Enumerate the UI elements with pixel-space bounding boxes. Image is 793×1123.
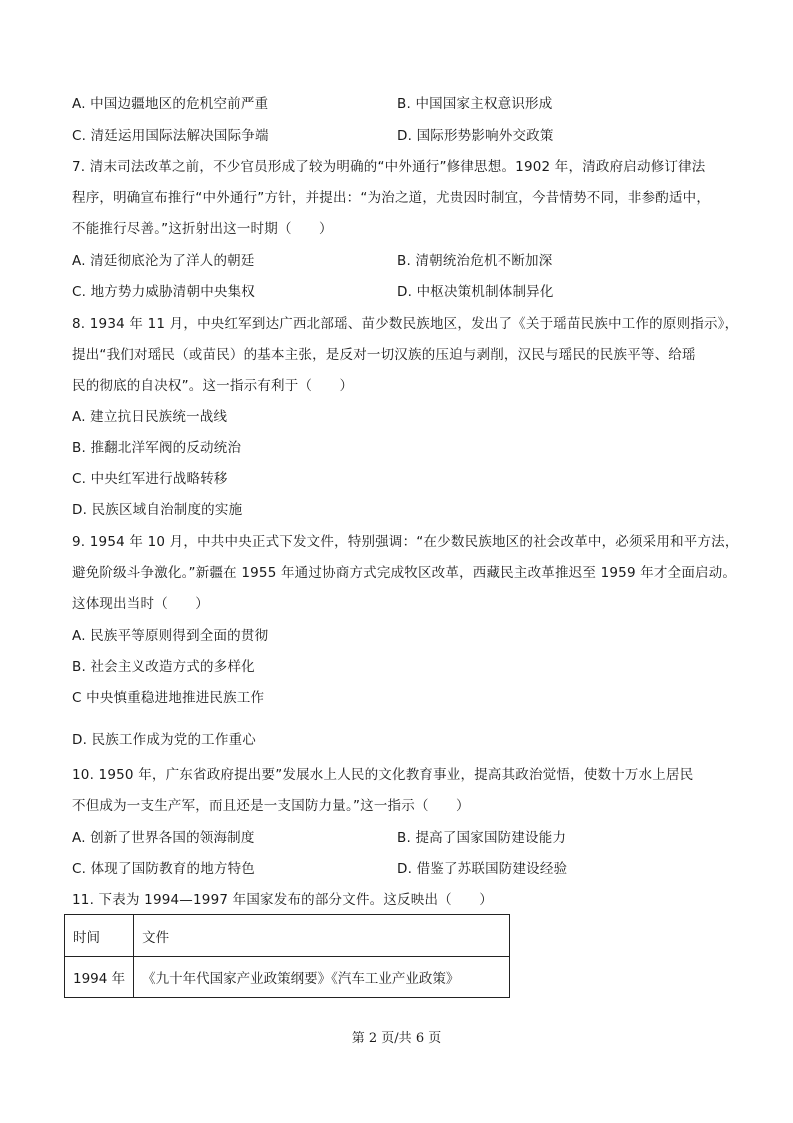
page-footer: 第 2 页/共 6 页 (351, 1031, 442, 1046)
q9-option-d: D. 民族工作成为党的工作重心 (72, 732, 256, 748)
q10-stem-line-2: 不但成为一支生产军，而且还是一支国防力量。”这一指示（ ） (72, 798, 470, 814)
q7-option-b: B. 清朝统治危机不断加深 (397, 253, 553, 269)
q6-option-a: A. 中国边疆地区的危机空前严重 (72, 96, 269, 112)
table-row (65, 957, 510, 998)
table-cell-year: 1994 年 (65, 957, 134, 998)
q8-option-c: C. 中央红军进行战略转移 (72, 471, 228, 487)
q9-option-b: B. 社会主义改造方式的多样化 (72, 659, 255, 675)
q10-option-b: B. 提高了国家国防建设能力 (397, 830, 567, 846)
q11-document-table (64, 914, 510, 998)
table-cell-documents: 《九十年代国家产业政策纲要》《汽车工业产业政策》 (134, 957, 510, 998)
q8-stem-line-3: 民的彻底的自决权”。这一指示有利于（ ） (72, 378, 354, 394)
q7-stem-line-2: 程序，明确宣布推行“中外通行”方针，并提出：“为治之道，尤贵因时制宜，今昔情势不同，非参酌适中， (72, 190, 711, 206)
q9-stem-line-3: 这体现出当时（ ） (72, 596, 209, 612)
q7-option-d: D. 中枢决策机制体制异化 (397, 284, 554, 300)
q8-stem-line-2: 提出“我们对瑶民（或苗民）的基本主张，是反对一切汉族的压迫与剥削，汉民与瑶民的民族平等、给瑶 (72, 347, 696, 363)
table-header-row (65, 915, 510, 957)
q9-option-c: C 中央慎重稳进地推进民族工作 (72, 690, 265, 706)
q7-stem-line-1: 7. 清末司法改革之前，不少官员形成了较为明确的“中外通行”修律思想。1902 年，清政府启动修订律法 (72, 159, 706, 175)
q10-stem-line-1: 10. 1950 年，广东省政府提出要”发展水上人民的文化教育事业，提高其政治觉悟，使数十万水上居民 (72, 767, 694, 783)
q10-option-a: A. 创新了世界各国的领海制度 (72, 830, 255, 846)
q8-option-d: D. 民族区域自治制度的实施 (72, 502, 243, 518)
table-header-time: 时间 (65, 915, 134, 957)
q7-stem-line-3: 不能推行尽善。”这折射出这一时期（ ） (72, 221, 333, 237)
q6-option-c: C. 清廷运用国际法解决国际争端 (72, 128, 269, 144)
q9-stem-line-2: 避免阶级斗争激化。”新疆在 1955 年通过协商方式完成牧区改革，西藏民主改革推迟至 1959 年才全面启动。 (72, 565, 737, 581)
q11-stem: 11. 下表为 1994—1997 年国家发布的部分文件。这反映出（ ） (72, 892, 493, 908)
q6-option-d: D. 国际形势影响外交政策 (397, 128, 554, 144)
q6-option-b: B. 中国国家主权意识形成 (397, 96, 553, 112)
q7-option-c: C. 地方势力威胁清朝中央集权 (72, 284, 256, 300)
q8-stem-line-1: 8. 1934 年 11 月，中央红军到达广西北部瑶、苗少数民族地区，发出了《关于瑶苗民族中工作的原则指示》， (72, 316, 739, 332)
table-header-document: 文件 (134, 915, 510, 957)
q10-option-d: D. 借鉴了苏联国防建设经验 (397, 861, 568, 877)
q7-option-a: A. 清廷彻底沦为了洋人的朝廷 (72, 253, 255, 269)
q10-option-c: C. 体现了国防教育的地方特色 (72, 861, 256, 877)
q9-stem-line-1: 9. 1954 年 10 月，中共中央正式下发文件，特别强调：“在少数民族地区的社会改革中，必须采用和平方法， (72, 534, 739, 550)
q8-option-a: A. 建立抗日民族统一战线 (72, 409, 228, 425)
q8-option-b: B. 推翻北洋军阀的反动统治 (72, 440, 242, 456)
q9-option-a: A. 民族平等原则得到全面的贯彻 (72, 628, 269, 644)
